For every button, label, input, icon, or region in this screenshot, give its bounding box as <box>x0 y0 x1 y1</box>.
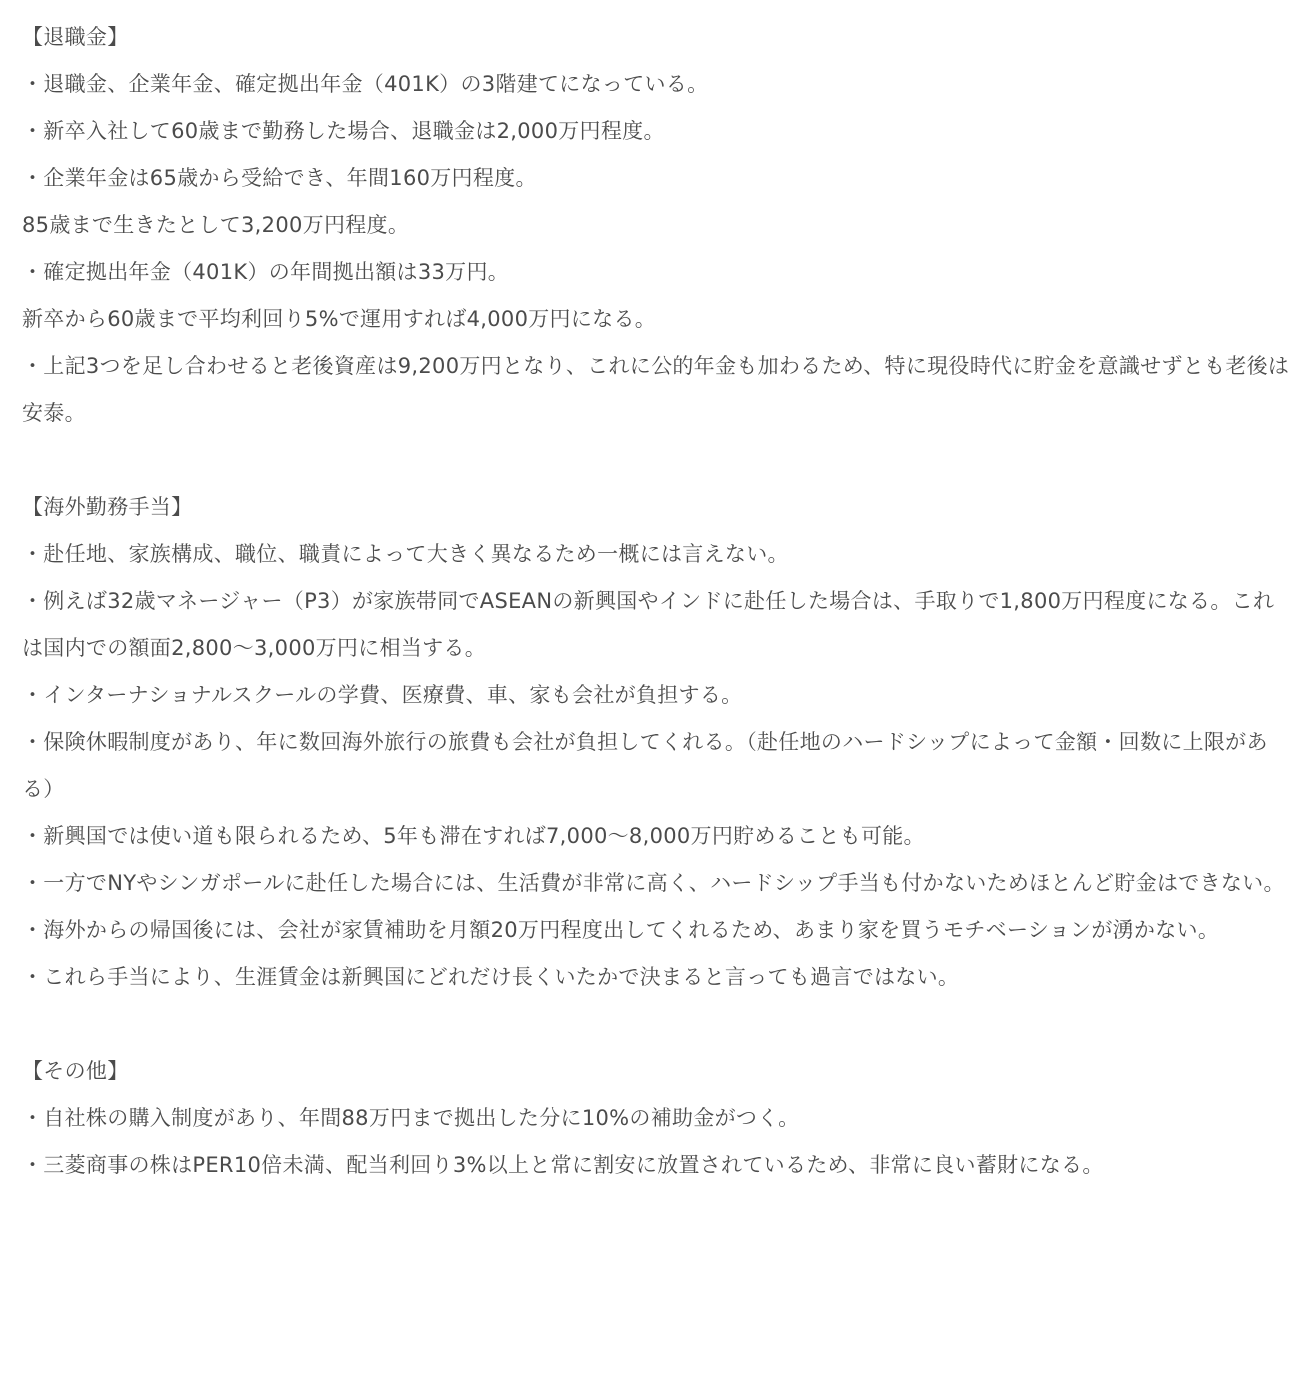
paragraph-line: ・インターナショナルスクールの学費、医療費、車、家も会社が負担する。 <box>22 683 743 707</box>
paragraph-line: ・保険休暇制度があり、年に数回海外旅行の旅費も会社が負担してくれる。（赴任地のハードシップによって金額・回数に上限がある） <box>22 730 1268 801</box>
section-heading: 【その他】 <box>22 1059 129 1083</box>
paragraph-line: ・企業年金は65歳から受給でき、年間160万円程度。 <box>22 166 537 190</box>
paragraph-line: ・例えば32歳マネージャー（P3）が家族帯同でASEANの新興国やインドに赴任した場合は、手取りで1,800万円程度になる。これは国内での額面2,800～3,000万円に相当する。 <box>22 589 1275 660</box>
paragraph-line: ・自社株の購入制度があり、年間88万円まで拠出した分に10%の補助金がつく。 <box>22 1106 800 1130</box>
paragraph-line: ・退職金、企業年金、確定拠出年金（401K）の3階建てになっている。 <box>22 72 709 96</box>
section-retirement <box>22 14 1294 437</box>
paragraph-line: ・これら手当により、生涯賃金は新興国にどれだけ長くいたかで決まると言っても過言ではない。 <box>22 965 960 989</box>
paragraph-line: ・新興国では使い道も限られるため、5年も滞在すれば7,000～8,000万円貯めることも可能。 <box>22 824 925 848</box>
paragraph-line: ・海外からの帰国後には、会社が家賃補助を月額20万円程度出してくれるため、あまり家を買うモチベーションが湧かない。 <box>22 918 1220 942</box>
section-other <box>22 1048 1294 1189</box>
article-body <box>22 14 1294 1189</box>
paragraph-line: ・三菱商事の株はPER10倍未満、配当利回り3%以上と常に割安に放置されているため、非常に良い蓄財になる。 <box>22 1153 1104 1177</box>
paragraph-line: ・赴任地、家族構成、職位、職責によって大きく異なるため一概には言えない。 <box>22 542 789 566</box>
paragraph-line: ・上記3つを足し合わせると老後資産は9,200万円となり、これに公的年金も加わるため、特に現役時代に貯金を意識せずとも老後は安泰。 <box>22 354 1290 425</box>
section-heading: 【海外勤務手当】 <box>22 495 193 519</box>
paragraph-line: ・一方でNYやシンガポールに赴任した場合には、生活費が非常に高く、ハードシップ手当も付かないためほとんど貯金はできない。 <box>22 871 1285 895</box>
section-heading: 【退職金】 <box>22 25 129 49</box>
paragraph-line: 新卒から60歳まで平均利回り5%で運用すれば4,000万円になる。 <box>22 307 657 331</box>
paragraph-line: ・新卒入社して60歳まで勤務した場合、退職金は2,000万円程度。 <box>22 119 665 143</box>
paragraph-line: ・確定拠出年金（401K）の年間拠出額は33万円。 <box>22 260 510 284</box>
section-overseas-allowance <box>22 484 1294 1001</box>
paragraph-line: 85歳まで生きたとして3,200万円程度。 <box>22 213 410 237</box>
